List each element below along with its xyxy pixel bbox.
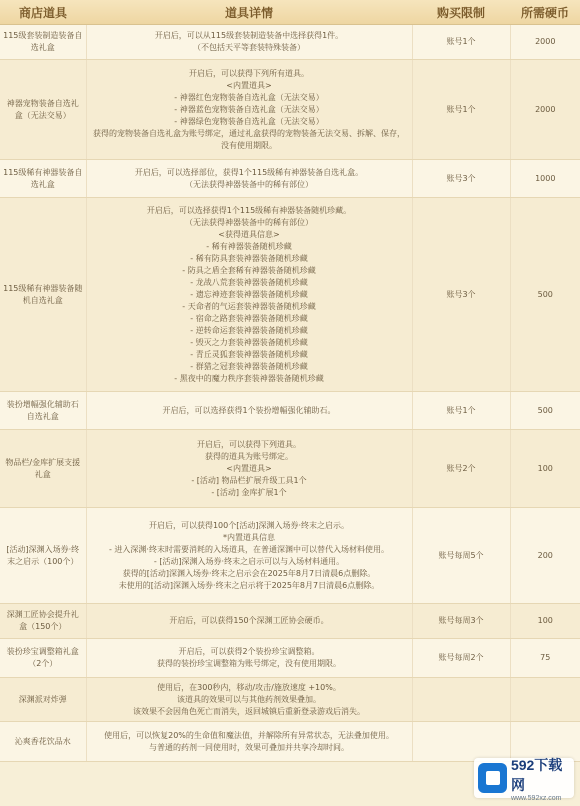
item-name-cell: 装扮增幅强化辅助石自选礼盒 <box>0 392 86 430</box>
table-row <box>0 508 580 604</box>
item-name-cell: 物品栏/金库扩展支援礼盒 <box>0 430 86 508</box>
item-name-cell: 深渊工匠协会提升礼盒（150个） <box>0 604 86 639</box>
purchase-limit-cell <box>412 722 510 762</box>
item-detail-cell: 开启后，可以获得2个装扮珍宝调整箱。 获得的装扮珍宝调整箱为账号绑定，没有使用期限。 <box>86 639 412 678</box>
purchase-limit-cell: 账号每周2个 <box>412 639 510 678</box>
item-detail-cell: 开启后，可以获得下列所有道具。 <内置道具> - 神器红色宠物装备自选礼盒（无法交易） - 神器蓝色宠物装备自选礼盒（无法交易） - 神器绿色宠物装备自选礼盒（无法交易） 获得的宠物装备自选礼盒为账号绑定，通过礼盒获得的宠物装备无法交易、拆解、保存，没有使用期限。 <box>86 60 412 160</box>
item-detail-cell: 开启后，可以选择获得1个装扮增幅强化辅助石。 <box>86 392 412 430</box>
item-detail-cell: 开启后，可以获得100个[活动]深渊入场券·终末之启示。 *内置道具信息 - 进入深渊·终末时需要消耗的入场道具，在普通深渊中可以替代入场材料使用。 - [活动]深渊入场券·终末之启示可以与入场材料通用。 获得的[活动]深渊入场券·终末之启示会在2025年8月7日清晨6点删除。 未使用的[活动]深渊入场券·终末之启示将于2025年8月7日清晨6点删除。 <box>86 508 412 604</box>
item-detail-cell: 开启后，可以获得下列道具。 获得的道具为账号绑定。 <内置道具> - [活动] 物品栏扩展升级工具1个 - [活动] 金库扩展1个 <box>86 430 412 508</box>
table-row <box>0 60 580 160</box>
watermark-title: 592下载网 <box>510 756 563 793</box>
item-name-cell: 装扮珍宝调整箱礼盒（2个） <box>0 639 86 678</box>
coin-cost-cell: 100 <box>510 604 580 639</box>
purchase-limit-cell: 账号3个 <box>412 198 510 392</box>
table-row <box>0 604 580 639</box>
header-purchase-limit: 购买限制 <box>412 0 510 25</box>
coin-cost-cell: 500 <box>510 392 580 430</box>
table-body <box>0 25 580 762</box>
table-row <box>0 160 580 198</box>
header-item-detail: 道具详情 <box>86 0 412 25</box>
table-row <box>0 430 580 508</box>
item-detail-cell: 开启后，可以获得150个深渊工匠协会硬币。 <box>86 604 412 639</box>
site-watermark-logo <box>474 756 574 802</box>
item-detail-cell: 开启后，可以选择获得1个115级稀有神器装备随机珍藏。 （无法获得神器装备中的稀有部位） <获得道具信息> - 稀有神器装备随机珍藏 - 稀有防具套装神器装备随机珍藏 - 防具之盾全套稀有神器装备随机珍藏 - 龙战八荒套装神器装备随机珍藏 - 遗忘神迹套装神器装备随机珍藏 - 天命者的气运套装神器装备随机珍藏 - 宿命之路套装神器装备随机珍藏 - 逆转命运套装神器装备随机珍藏 - 毁灭之力套装神器装备随机珍藏 - 青丘灵狐套装神器装备随机珍藏 - 群猎之冠套装神器装备随机珍藏 - 黑夜中的魔力秩序套装神器装备随机珍藏 <box>86 198 412 392</box>
item-detail-cell: 使用后，可以恢复20%的生命值和魔法值，并解除所有异常状态，无法叠加使用。 与普通的药剂一同使用时，效果可叠加并共享冷却时间。 <box>86 722 412 762</box>
purchase-limit-cell: 账号1个 <box>412 60 510 160</box>
table-row <box>0 678 580 722</box>
purchase-limit-cell: 账号1个 <box>412 25 510 60</box>
watermark-subtitle: www.592xz.com <box>510 794 562 802</box>
purchase-limit-cell: 账号每周3个 <box>412 604 510 639</box>
item-detail-cell: 开启后，可以选择部位，获得1个115级稀有神器装备自选礼盒。 （无法获得神器装备中的稀有部位） <box>86 160 412 198</box>
item-name-cell: 神器宠物装备自选礼盒（无法交易） <box>0 60 86 160</box>
table-header-row <box>0 0 580 25</box>
header-item-name: 商店道具 <box>0 0 86 25</box>
coin-cost-cell: 2000 <box>510 60 580 160</box>
purchase-limit-cell: 账号3个 <box>412 160 510 198</box>
item-detail-cell: 使用后，在300秒内，移动/攻击/施放速度 +10%。 该道具的效果可以与其他药剂效果叠加。 该效果不会因角色死亡而消失，返回城镇后重新登录游戏后消失。 <box>86 678 412 722</box>
table-row <box>0 198 580 392</box>
item-name-cell: 115级稀有神器装备随机自选礼盒 <box>0 198 86 392</box>
item-name-cell: 115级套装制造装备自选礼盒 <box>0 25 86 60</box>
coin-cost-cell: 200 <box>510 508 580 604</box>
coin-cost-cell: 2000 <box>510 25 580 60</box>
site-logo-icon <box>478 763 507 793</box>
purchase-limit-cell: 账号2个 <box>412 430 510 508</box>
table-row <box>0 25 580 60</box>
header-coin-cost: 所需硬币 <box>510 0 580 25</box>
table-row <box>0 722 580 762</box>
table-row <box>0 392 580 430</box>
item-name-cell: 沁爽香花饮品水 <box>0 722 86 762</box>
item-name-cell: 深渊派对炸弹 <box>0 678 86 722</box>
purchase-limit-cell: 账号每周5个 <box>412 508 510 604</box>
coin-cost-cell: 75 <box>510 639 580 678</box>
purchase-limit-cell <box>412 678 510 722</box>
purchase-limit-cell: 账号1个 <box>412 392 510 430</box>
coin-cost-cell: 1000 <box>510 160 580 198</box>
coin-cost-cell <box>510 678 580 722</box>
coin-cost-cell: 500 <box>510 198 580 392</box>
coin-cost-cell: 100 <box>510 430 580 508</box>
item-name-cell: 115级稀有神器装备自选礼盒 <box>0 160 86 198</box>
item-detail-cell: 开启后，可以从115级套装制造装备中选择获得1件。 （不包括天平等套装特殊装备） <box>86 25 412 60</box>
table-row <box>0 639 580 678</box>
item-name-cell: [活动]深渊入场券·终末之启示（100个） <box>0 508 86 604</box>
